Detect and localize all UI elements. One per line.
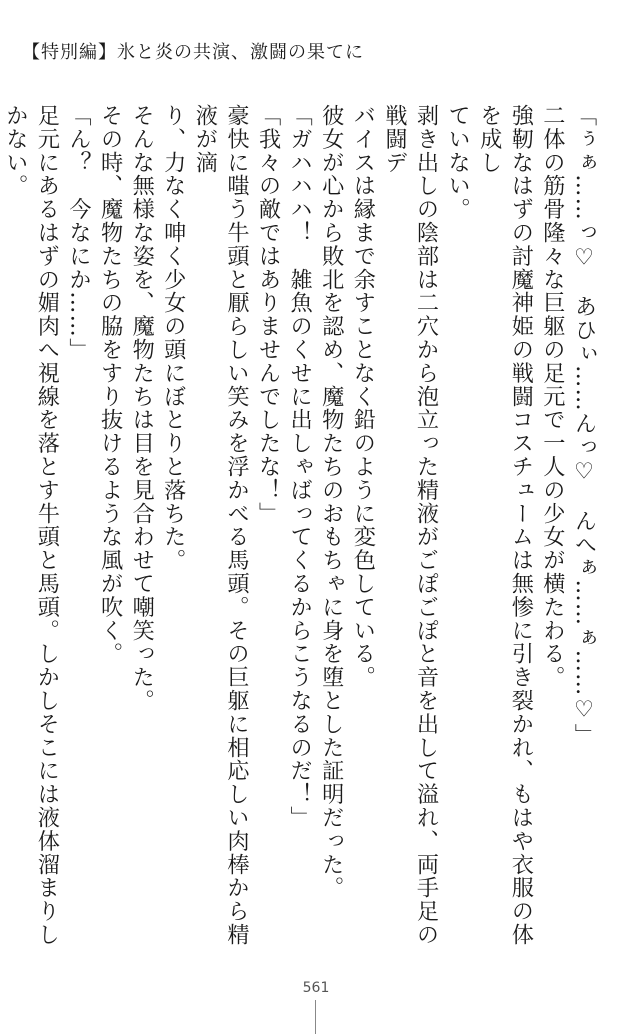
text-line: バイスは縁まで余すことなく鉛のように変色している。 (349, 104, 376, 689)
text-line: 「ガハハハ！ 雑魚のくせに出しゃばってくるからこうなるのだ！」 (286, 104, 313, 830)
text-line: 彼女が心から敗北を認め、魔物たちのおもちゃに身を堕とした証明だった。 (318, 104, 345, 900)
text-line: 「ん？ 今なにか……」 (65, 104, 92, 362)
text-line: 足元にあるはずの媚肉へ視線を落とす牛頭と馬頭。しかしそこには液体溜まりしかない。 (2, 104, 60, 947)
text-line: 「我々の敵ではありませんでしたな！」 (255, 104, 282, 526)
text-line: 「ぅぁ……っ♡ あひぃ……んっ♡ んへぁ……ぁ……♡」 (571, 104, 597, 748)
chapter-header: 【特別編】氷と炎の共演、激闘の果てに (22, 42, 364, 63)
text-line: その時、魔物たちの脇をすり抜けるような風が吹く。 (97, 104, 124, 666)
text-line: 二体の筋骨隆々な巨躯の足元で一人の少女が横たわる。 (539, 104, 566, 689)
text-line: り、力なく呻く少女の頭にぼとりと落ちた。 (160, 104, 187, 572)
text-line: 豪快に嗤う牛頭と厭らしい笑みを浮かべる馬頭。その巨躯に相応しい肉棒から精液が滴 (191, 104, 250, 947)
text-line: そんな無様な姿を、魔物たちは目を見合わせて嘲笑った。 (128, 104, 155, 713)
novel-body-text (2, 104, 599, 966)
page-number-rule (315, 1000, 316, 1034)
text-line: 剥き出しの陰部は二穴から泡立った精液がごぽごぽと音を出して溢れ、両手足の戦闘デ (381, 104, 440, 947)
text-line: ていない。 (444, 104, 471, 221)
text-line: 強靭なはずの討魔神姫の戦闘コスチュームは無惨に引き裂かれ、もはや衣服の体を成し (476, 104, 534, 947)
page-number: 561 (302, 980, 330, 996)
